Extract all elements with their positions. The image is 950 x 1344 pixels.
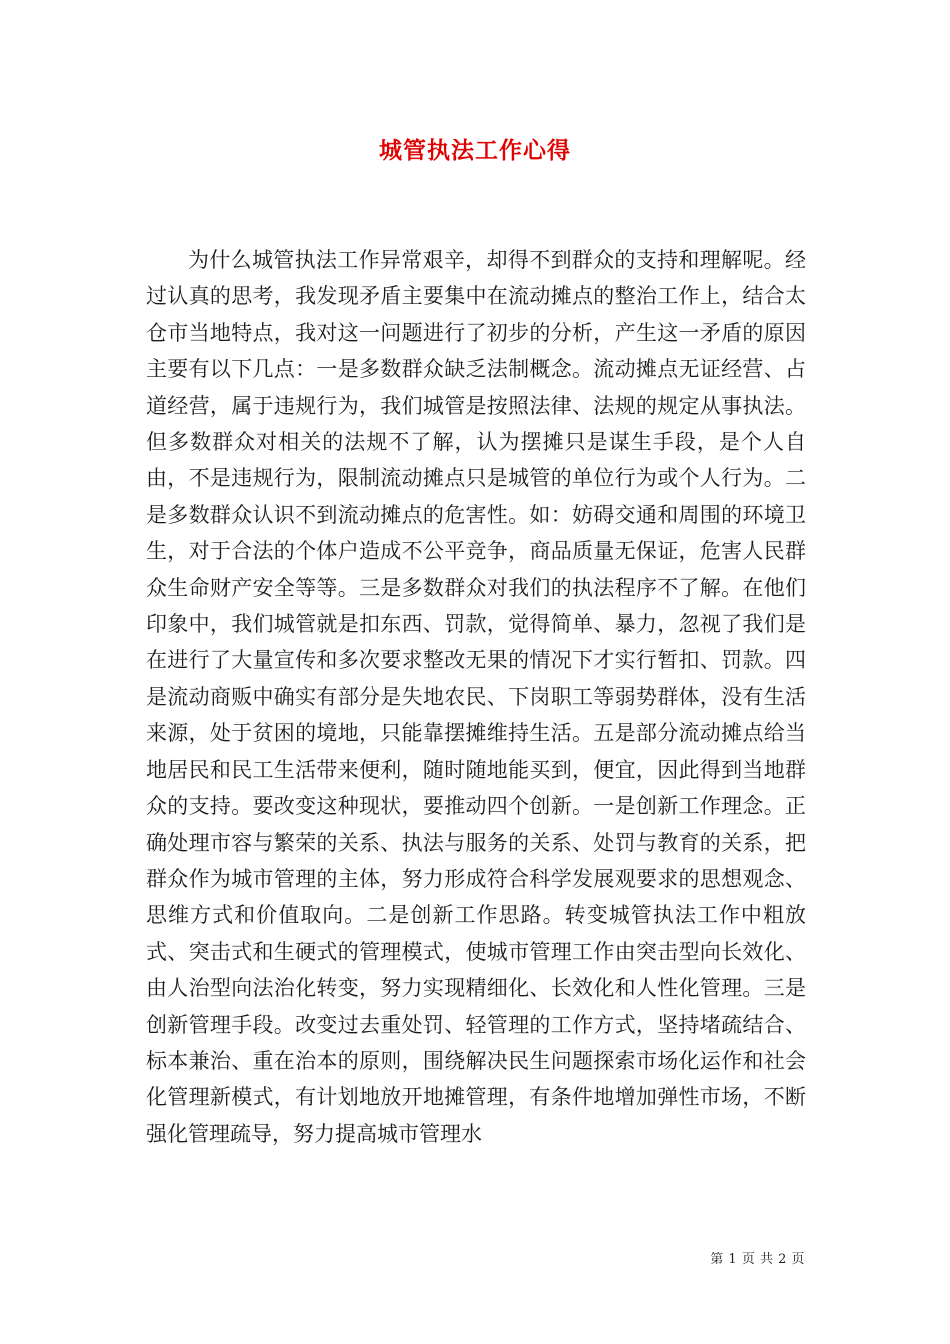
document-title: 城管执法工作心得	[379, 137, 571, 164]
page-number: 第 1 页 共 2 页	[710, 1252, 805, 1267]
body-paragraph: 为什么城管执法工作异常艰辛，却得不到群众的支持和理解呢。经过认真的思考，我发现矛盾主要集中在流动摊点的整治工作上，结合太仓市当地特点，我对这一问题进行了初步的分析，产生这一矛盾的原因主要有以下几点：一是多数群众缺乏法制概念。流动摊点无证经营、占道经营，属于违规行为，我们城管是按照法律、法规的规定从事执法。但多数群众对相关的法规不了解，认为摆摊只是谋生手段，是个人自由，不是违规行为，限制流动摊点只是城管的单位行为或个人行为。二是多数群众认识不到流动摊点的危害性。如：妨碍交通和周围的环境卫生，对于合法的个体户造成不公平竞争，商品质量无保证，危害人民群众生命财产安全等等。三是多数群众对我们的执法程序不了解。在他们印象中，我们城管就是扣东西、罚款，觉得简单、暴力，忽视了我们是在进行了大量宣传和多次要求整改无果的情况下才实行暂扣、罚款。四是流动商贩中确实有部分是失地农民、下岗职工等弱势群体，没有生活来源，处于贫困的境地，只能靠摆摊维持生活。五是部分流动摊点给当地居民和民工生活带来便利，随时随地能买到，便宜，因此得到当地群众的支持。要改变这种现状，要推动四个创新。一是创新工作理念。正确处理市容与繁荣的关系、执法与服务的关系、处罚与教育的关系，把群众作为城市管理的主体，努力形成符合科学发展观要求的思想观念、思维方式和价值取向。二是创新工作思路。转变城管执法工作中粗放式、突击式和生硬式的管理模式，使城市管理工作由突击型向长效化、由人治型向法治化转变，努力实现精细化、长效化和人性化管理。三是创新管理手段。改变过去重处罚、轻管理的工作方式，坚持堵疏结合、标本兼治、重在治本的原则，围绕解决民生问题探索市场化运作和社会化管理新模式，有计划地放开地摊管理，有条件地增加弹性市场，不断强化管理疏导，努力提高城市管理水	[146, 248, 806, 1146]
